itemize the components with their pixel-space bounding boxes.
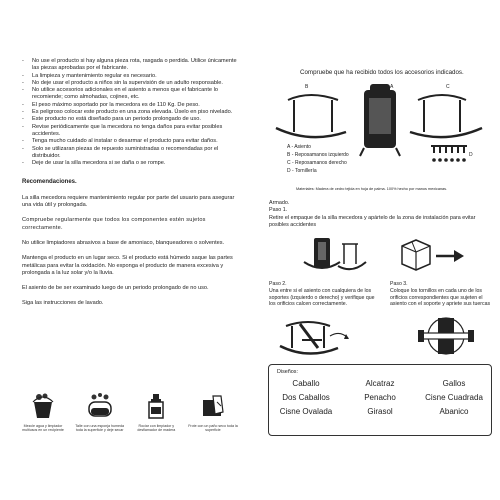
svg-text:A: A <box>390 84 394 90</box>
assembly-section: Armado. Paso 1. Retire el empaque de la silla mecedora y apártelo de la zona de instalación para evitar posibles accidentes <box>269 200 476 229</box>
right-armrest-icon <box>410 95 482 137</box>
recommendations-heading: Recomendaciones. <box>22 179 77 186</box>
design-item: Girasol <box>367 407 393 416</box>
bullet-item: - Solo se utilizaran piezas de repuesto suministradas o recomendadas por el distribuidor. <box>22 145 219 159</box>
bullet-item: - Tenga mucho cuidado al instalar o desarmar el producto para evitar daños. <box>22 138 218 145</box>
designs-grid <box>269 379 491 416</box>
design-item: Cisne Cuadrada <box>425 393 483 402</box>
bullet-item: - No utilice accesorios adicionales en el asiento a menos que el fabricante lo recomiende; como almohadas, cojines, etc. <box>22 87 218 101</box>
design-item: Gallos <box>442 379 466 388</box>
wash-step: Talle con una esponja humeda toda la superficie y deje secar <box>75 392 125 433</box>
bucket-icon <box>30 392 56 420</box>
bullet-item: - No use el producto si hay alguna pieza rota, rasgada o perdida. Utilice únicamente las piezas aprobadas por el fabricante. <box>22 58 237 72</box>
bolt-joint-icon <box>418 318 474 354</box>
bullet-item: - El peso máximo soportado por la mecedora es de 110 Kg. De peso. <box>22 101 200 108</box>
step1-illustration <box>300 234 470 276</box>
rec-paragraph: Compruebe regularmente que todos los componentes estén sujetos correctamente. <box>22 217 206 231</box>
svg-text:D: D <box>469 152 473 158</box>
rocking-chair-icon <box>304 238 366 269</box>
check-accessories-title: Compruebe que ha recibido todos los accesorios indicados. <box>300 69 464 76</box>
design-item: Cisne Ovalada <box>279 407 333 416</box>
screws-icon <box>431 145 467 162</box>
rec-paragraph: La silla mecedora requiere mantenimiento regular por parte del usuario para asegurar una vida útil y prolongada. <box>22 194 235 209</box>
bullet-item: - La limpieza y mantenimiento regular es necesario. <box>22 72 157 79</box>
wash-step: Mezcle agua y limpiador multiusos en un recipiente <box>18 392 68 433</box>
bullet-item: - Este producto no está diseñado para un periodo prolongado de uso. <box>22 116 201 123</box>
sponge-icon <box>85 392 115 420</box>
wash-step: Frote con un paño seco toda la superficie <box>188 392 238 433</box>
rec-paragraph: Siga las instrucciones de lavado. <box>22 300 104 307</box>
design-item: Abanico <box>439 407 469 416</box>
spray-bottle-icon <box>143 392 169 420</box>
parts-legend: A - Asiento B - Reposamanos izquierdo C - Reposamanos derecho D - Tornillería <box>287 144 349 174</box>
step2: Paso 2. Una entre si el asiento con cualquiera de los soportes (izquierdo o derecho) y verifique que los orificios calcen correctamente. <box>269 281 375 308</box>
step3: Paso 3. Coloque los tornillos en cada uno de los orificios correspondientes que sujeten el asiento con el soporte y apriete sus tuercas <box>390 281 491 308</box>
design-item: Alcatraz <box>365 379 395 388</box>
box-icon <box>402 240 430 270</box>
cloth-icon <box>199 392 227 420</box>
step3-illustration <box>416 312 476 360</box>
left-armrest-icon <box>276 95 346 137</box>
designs-box <box>268 364 492 436</box>
rec-paragraph: El asiento de be ser examinado luego de un periodo prolongado de no uso. <box>22 285 209 292</box>
design-item: Dos Caballos <box>282 393 330 402</box>
svg-text:B: B <box>305 84 309 90</box>
bullet-item: - No deje usar el producto a niños sin la supervisión de un adulto responsable. <box>22 79 223 86</box>
rec-paragraph: No utilice limpiadores abrasivos a base de amoniaco, blanqueadores o solventes. <box>22 239 225 246</box>
seat-icon <box>360 84 400 156</box>
arrow-right-icon <box>436 250 464 262</box>
bullet-item: - Revise periódicamente que la mecedora no tenga daños para evitar posibles accidentes. <box>22 123 223 137</box>
wash-step: Rociar con limpiador y desflamador de madera <box>131 392 181 433</box>
design-item: Penacho <box>364 393 396 402</box>
step2-illustration <box>278 318 358 360</box>
design-item: Caballo <box>292 379 320 388</box>
designs-heading: Diseños: <box>277 369 298 375</box>
bullet-item: - Deje de usar la silla mecedora si se daña o se rompe. <box>22 160 166 167</box>
left-column <box>22 58 237 308</box>
chair-assembly-icon <box>280 322 349 354</box>
rec-paragraph: Mantenga el producto en un lugar seco. Si el producto está húmedo saque las partes metálicas para evitar la oxidación. No exponga el producto de manera excesiva y prolongada a la luz solar y/o la lluvia. <box>22 255 233 276</box>
materials-note: Materiales: Madera de cedro tejida en hoja de palma. 100% hecho por manos mexicanas. <box>296 187 448 191</box>
bullet-item: - Es peligroso colocar este producto en una zona elevada. Úselo en piso nivelado. <box>22 109 233 116</box>
svg-text:C: C <box>446 84 450 90</box>
washing-instructions <box>18 392 238 433</box>
